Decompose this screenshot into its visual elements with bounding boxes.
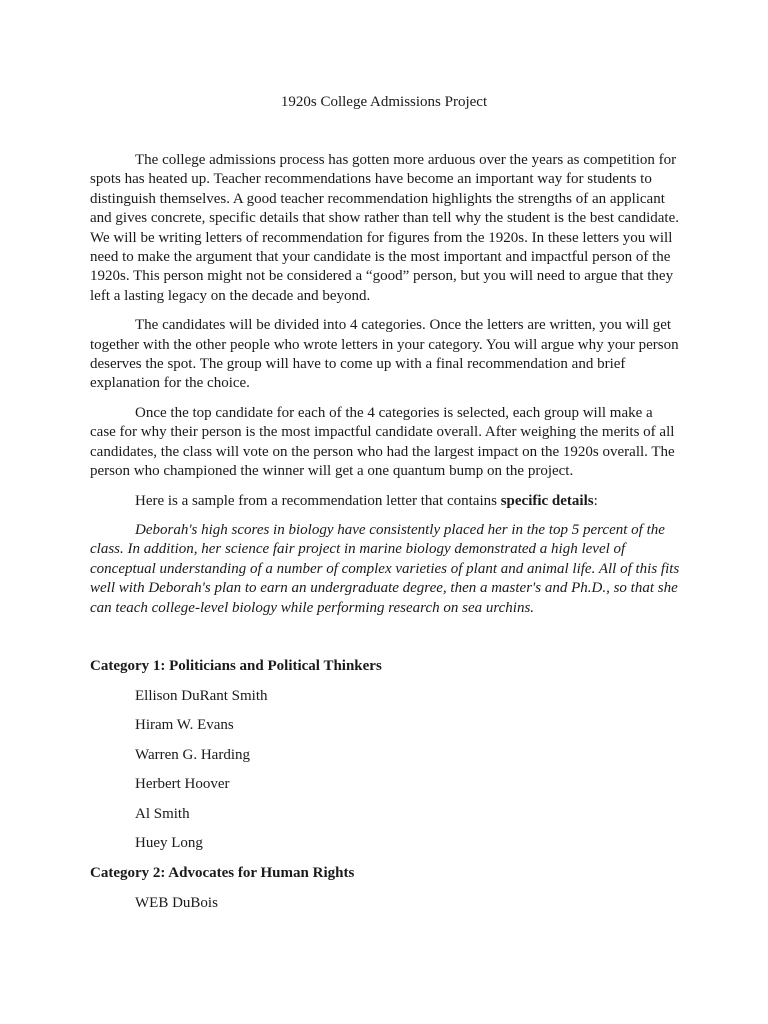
category-2 <box>90 863 680 922</box>
document-title: 1920s College Admissions Project <box>280 94 488 110</box>
list-item: Herbert Hoover <box>135 776 230 793</box>
candidate-list <box>90 686 680 864</box>
list-item: Al Smith <box>135 805 190 822</box>
document-body <box>90 151 680 628</box>
categories-paragraph: The candidates will be divided into 4 categories. Once the letters are written, you will get together with the other people who wrote letters in your category. You will argue why your person deserves the spot. The group will have to come up with a final recommendation and brief explanation for the choice. <box>90 317 679 392</box>
list-item: WEB DuBois <box>135 894 218 911</box>
sample-intro-text: Here is a sample from a recommendation letter that contains <box>135 492 501 509</box>
list-item: Hiram W. Evans <box>135 717 234 734</box>
category-heading: Category 1: Politicians and Political Thinkers <box>90 658 382 674</box>
voting-paragraph: Once the top candidate for each of the 4 categories is selected, each group will make a case for why their person is the most impactful candidate overall. After weighing the merits of all candidates, the class will vote on the person who had the largest impact on the 1920s overall. The person who championed the winner will get a one quantum bump on the project. <box>90 404 675 480</box>
specific-details-emphasis: specific details <box>500 492 594 509</box>
category-1 <box>90 656 680 863</box>
list-item: Ellison DuRant Smith <box>135 687 268 704</box>
list-item: Huey Long <box>135 835 203 852</box>
list-item: Warren G. Harding <box>135 746 250 763</box>
category-lists <box>90 656 680 922</box>
sample-letter-excerpt: Deborah's high scores in biology have consistently placed her in the top 5 percent of the class. In addition, her science fair project in marine biology demonstrated a high level of conceptual understanding of a number of complex varieties of plant and animal life. All of this fits well with Deborah's plan to earn an undergraduate degree, then a master's and Ph.D., so that she can teach college-level biology while performing research on sea urchins. <box>90 521 680 616</box>
candidate-list <box>90 893 680 923</box>
sample-intro-paragraph <box>90 492 680 511</box>
intro-paragraph: The college admissions process has gotten more arduous over the years as competition for spots has heated up. Teacher recommendations have become an important way for students to distinguish themselves. A good teacher recommendation highlights the strengths of an applicant and gives concrete, specific details that show rather than tell why the student is the best candidate. We will be writing letters of recommendation for figures from the 1920s. In these letters you will need to make the argument that your candidate is the most important and impactful person of the 1920s. This person might not be considered a “good” person, but you will need to argue that they left a lasting legacy on the decade and beyond. <box>90 152 679 304</box>
category-heading: Category 2: Advocates for Human Rights <box>90 865 355 882</box>
sample-intro-colon: : <box>593 492 598 509</box>
